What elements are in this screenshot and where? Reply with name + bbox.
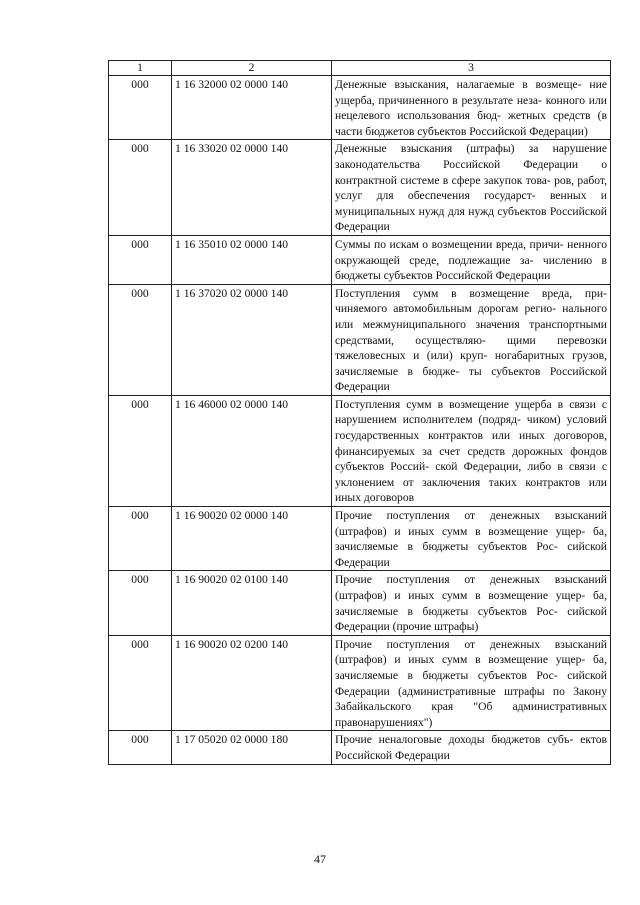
admin-code-cell: 000 [109, 395, 172, 506]
income-code-cell: 1 16 46000 02 0000 140 [172, 395, 332, 506]
table-row [109, 76, 611, 140]
description-line: Прочие поступления от денежных взысканий [335, 509, 607, 523]
description-line: (штрафов) и иных сумм в возмещение ущер- [335, 524, 586, 538]
column-header-3: 3 [332, 61, 611, 76]
description-line: Прочие поступления от денежных взысканий [335, 637, 607, 651]
description-line: штрафы по Закону Забайкальского края [335, 684, 607, 714]
income-code-cell: 1 16 35010 02 0000 140 [172, 235, 332, 284]
table-row [109, 235, 611, 284]
income-code-cell: 1 16 90020 02 0000 140 [172, 507, 332, 571]
table-row [109, 635, 611, 731]
income-description-cell [332, 140, 611, 236]
description-line: чиняемого автомобильным дорогам регио- [335, 302, 557, 316]
page-number: 47 [314, 852, 326, 866]
description-line: ногабаритных грузов, зачисляемые в бюдже- [335, 349, 607, 378]
description-line: (штрафов) и иных сумм в возмещение ущер- [335, 653, 586, 667]
admin-code-cell: 000 [109, 76, 172, 140]
description-line: связи с нарушением исполнителем (подряд- [335, 397, 608, 427]
admin-code-cell: 000 [109, 635, 172, 731]
description-line: средств дорожных фондов субъектов Россий- [335, 444, 607, 474]
description-line: контрактной системе в сфере закупок това- [335, 173, 551, 187]
income-description-cell [332, 635, 611, 731]
description-line: числению в бюджеты субъектов Российской [335, 253, 608, 283]
description-line: ров, работ, услуг для обеспечения государст- [335, 173, 607, 203]
table-row [109, 571, 611, 635]
admin-code-cell: 000 [109, 571, 172, 635]
description-line: Поступления сумм в возмещение ущерба в [335, 397, 564, 411]
description-line: ской Федерации, либо в связи с уклонением [335, 460, 607, 489]
income-description-cell [332, 507, 611, 571]
admin-code-cell: 000 [109, 731, 172, 764]
table-row [109, 284, 611, 395]
description-line: Прочие неналоговые доходы бюджетов субъ- [335, 733, 574, 747]
description-line: щими перевозки тяжеловесных и (или) круп- [335, 333, 607, 363]
column-header-1: 1 [109, 61, 172, 76]
description-line: ние ущерба, причиненного в результате неза- [335, 78, 607, 107]
description-line: чиком) условий государственных контрактов [335, 413, 607, 443]
description-line: Поступления сумм в возмещение вреда, при- [335, 286, 607, 300]
description-line: жетных средств (в части бюджетов субъектов [335, 109, 607, 138]
table-row [109, 395, 611, 506]
description-line: нального или межмуниципального значения [335, 302, 607, 331]
income-description-cell [332, 731, 611, 764]
description-line: "Об административных правонарушениях") [335, 700, 607, 729]
admin-code-cell: 000 [109, 284, 172, 395]
income-code-cell: 1 16 90020 02 0200 140 [172, 635, 332, 731]
description-line: сийской Федерации (прочие штрафы) [335, 604, 607, 634]
description-line: Денежные взыскания (штрафы) за нарушение [335, 142, 607, 156]
description-line: Прочие поступления от денежных взысканий [335, 573, 607, 587]
income-code-cell: 1 17 05020 02 0000 180 [172, 731, 332, 764]
description-line: ба, зачисляемые в бюджеты субъектов Рос- [335, 524, 607, 554]
description-line: договоров [363, 491, 415, 505]
description-line: конного или нецелевого использования бюд- [335, 93, 607, 123]
description-line: венных и муниципальных нужд для нужд [335, 189, 608, 218]
description-line: ненного окружающей среде, подлежащие за- [335, 237, 607, 267]
description-line: транспортными средствами, осуществляю- [335, 317, 607, 347]
description-line: Денежные взыскания, налагаемые в возмеще- [335, 78, 582, 91]
column-header-2: 2 [172, 61, 332, 76]
table-row [109, 731, 611, 764]
description-line: (штрафов) и иных сумм в возмещение ущер- [335, 589, 586, 602]
income-description-cell [332, 284, 611, 395]
description-line: Российской Федерации) [469, 124, 588, 138]
description-line: Суммы по искам о возмещении вреда, причи- [335, 237, 564, 251]
table-body [109, 76, 611, 765]
description-line: ба, зачисляемые в бюджеты субъектов Рос- [335, 589, 607, 618]
description-line: ба, зачисляемые в бюджеты субъектов Рос- [335, 653, 607, 682]
description-line: сийской Федерации (административные [335, 668, 607, 698]
admin-code-cell: 000 [109, 235, 172, 284]
income-code-cell: 1 16 33020 02 0000 140 [172, 140, 332, 236]
income-description-cell [332, 395, 611, 506]
table-header-row [109, 61, 611, 76]
income-code-cell: 1 16 37020 02 0000 140 [172, 284, 332, 395]
description-line: сийской Федерации [335, 540, 607, 569]
budget-classification-table [108, 60, 611, 765]
income-description-cell [332, 571, 611, 635]
income-code-cell: 1 16 32000 02 0000 140 [172, 76, 332, 140]
description-line: от заключения таких контрактов или иных [335, 475, 607, 505]
description-line: Федерации [495, 269, 551, 283]
description-line: ты субъектов Российской Федерации [335, 364, 608, 394]
description-line: законодательства Российской Федерации о [335, 157, 607, 171]
description-line: или иных договоров, финансируемых за счет [335, 429, 607, 458]
income-description-cell [332, 76, 611, 140]
table-row [109, 140, 611, 236]
income-description-cell [332, 235, 611, 284]
description-line: ектов Российской Федерации [335, 733, 607, 762]
table-row [109, 507, 611, 571]
admin-code-cell: 000 [109, 507, 172, 571]
income-code-cell: 1 16 90020 02 0100 140 [172, 571, 332, 635]
description-line: субъектов Российской Федерации [335, 204, 607, 234]
admin-code-cell: 000 [109, 140, 172, 236]
